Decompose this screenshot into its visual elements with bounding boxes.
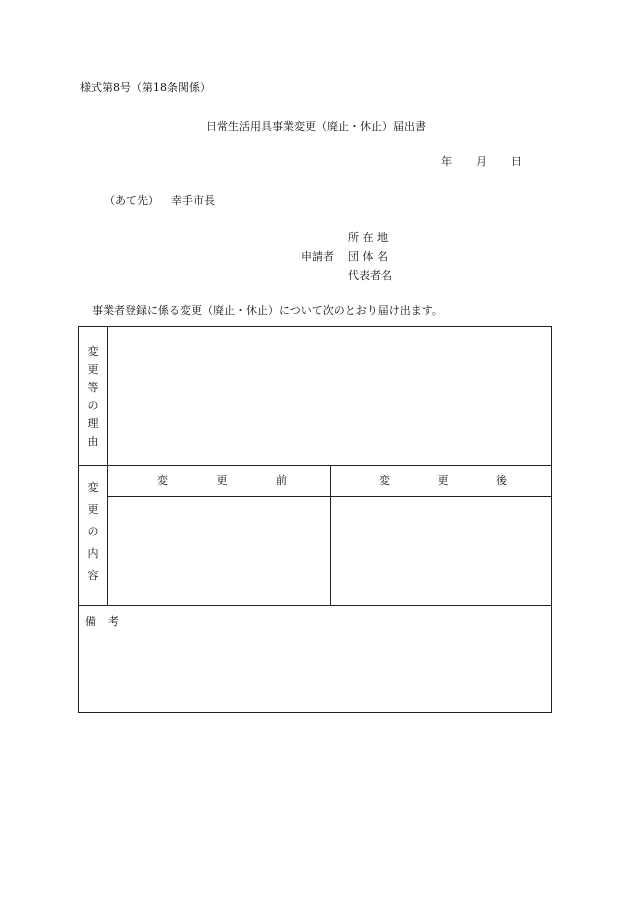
reason-char: 等	[87, 381, 99, 394]
reason-row-divider	[79, 465, 551, 466]
header-row-divider	[107, 496, 551, 497]
intro-statement: 事業者登録に係る変更（廃止・休止）について次のとおり届け出ます。	[92, 304, 443, 317]
organization-field-label: 団 体 名	[348, 250, 388, 263]
address-field-label: 所 在 地	[348, 231, 388, 244]
reason-char: の	[87, 399, 99, 412]
document-title: 日常生活用具事業変更（廃止・休止）届出書	[206, 120, 426, 133]
reason-char: 更	[87, 363, 99, 376]
content-label	[79, 482, 107, 592]
date-line	[441, 156, 522, 167]
reason-char: 理	[87, 417, 99, 430]
remarks-char: 考	[108, 615, 119, 628]
header-char: 後	[496, 474, 507, 487]
before-after-divider	[330, 465, 331, 605]
form-number: 様式第8号（第18条関係）	[80, 81, 211, 94]
after-change-header	[379, 475, 507, 486]
addressee	[104, 195, 215, 206]
content-char: の	[87, 525, 99, 538]
representative-field-label: 代表者名	[348, 269, 392, 282]
content-row-divider	[79, 605, 551, 606]
date-day-label: 日	[511, 155, 522, 168]
header-char: 更	[216, 474, 228, 487]
reason-label	[79, 346, 107, 454]
content-char: 変	[87, 481, 99, 494]
content-char: 容	[87, 569, 99, 582]
before-change-header	[157, 475, 287, 486]
reason-char: 変	[87, 345, 99, 358]
applicant-fields	[348, 232, 392, 289]
date-month-label: 月	[476, 155, 487, 168]
content-char: 内	[87, 547, 99, 560]
date-year-label: 年	[441, 155, 452, 168]
content-char: 更	[87, 503, 99, 516]
header-char: 変	[379, 474, 390, 487]
header-char: 変	[157, 474, 168, 487]
header-char: 前	[276, 474, 287, 487]
addressee-prefix: （あて先）	[104, 194, 159, 207]
remarks-label	[85, 616, 119, 627]
reason-char: 由	[87, 435, 99, 448]
change-form-table	[78, 326, 552, 713]
applicant-role-label: 申請者	[301, 250, 334, 263]
remarks-char: 備	[85, 615, 96, 628]
header-char: 更	[437, 474, 449, 487]
label-column-divider	[107, 327, 108, 605]
addressee-name: 幸手市長	[171, 194, 215, 207]
